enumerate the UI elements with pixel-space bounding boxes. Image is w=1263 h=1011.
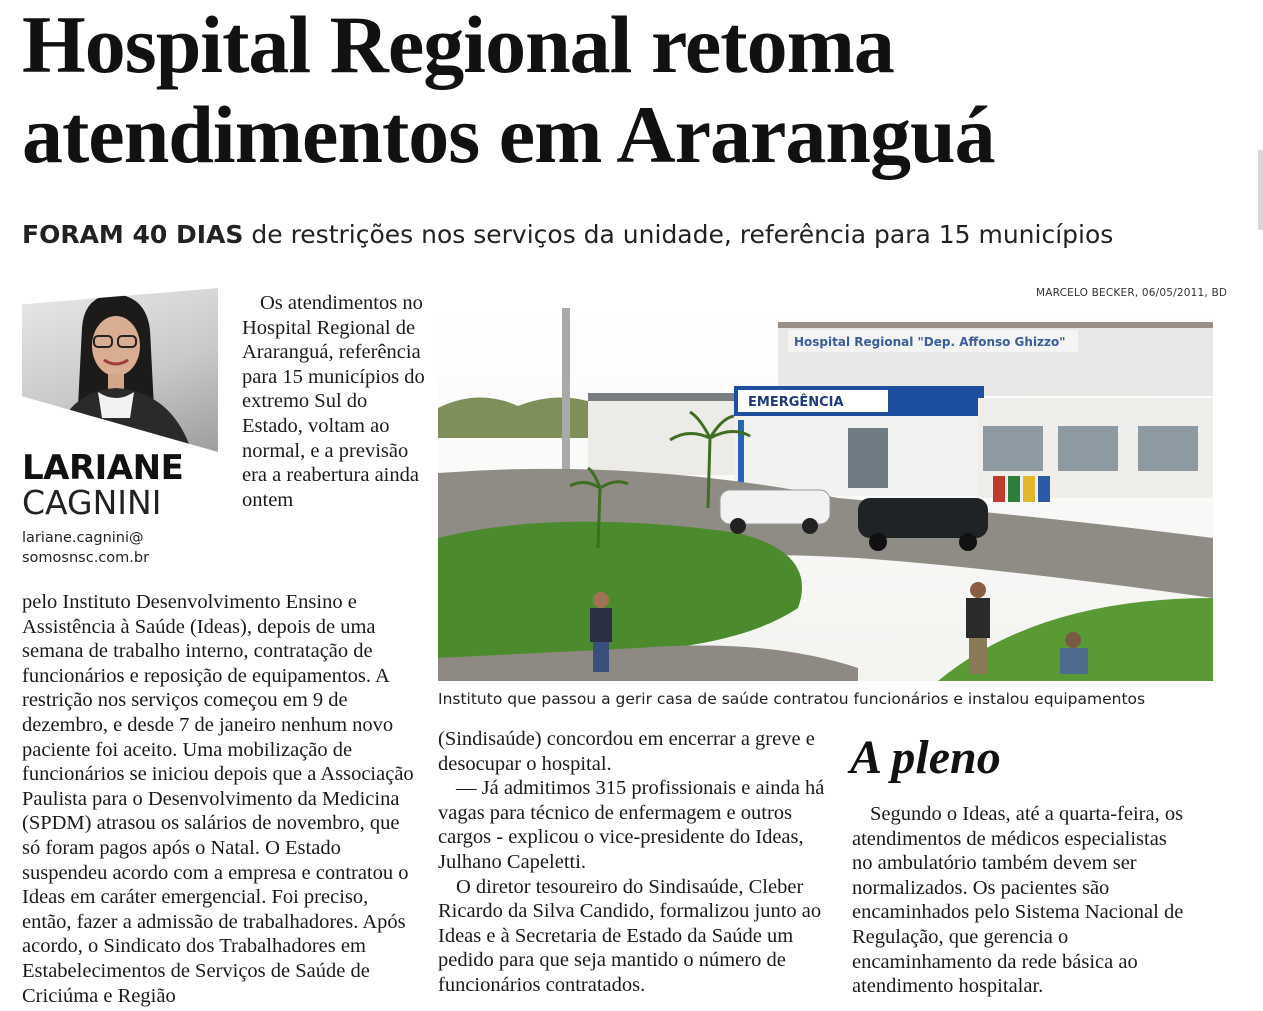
author-email-line2: somosnsc.com.br [22, 550, 150, 566]
author-email [22, 528, 222, 568]
author-portrait-illustration [22, 288, 218, 452]
subheadline [22, 218, 1252, 252]
page-edge-mark [1258, 150, 1263, 230]
author-last-name: CAGNINI [22, 483, 162, 522]
author-first-name: LARIANE [22, 448, 184, 488]
author-photo [22, 288, 218, 452]
hospital-photo [438, 308, 1213, 681]
subheadline-rest: de restrições nos serviços da unidade, referência para 15 municípios [243, 220, 1114, 249]
author-email-line1: lariane.cagnini@ [22, 530, 144, 546]
photo-caption: Instituto que passou a gerir casa de saúde contratou funcionários e instalou equipamentos [438, 690, 1146, 708]
hospital-sign-text: Hospital Regional "Dep. Affonso Ghizzo" [794, 335, 1066, 349]
article-col1-bottom: pelo Instituto Desenvolvimento Ensino e Assistência à Saúde (Ideas), depois de uma semana de trabalho interno, contratação de funcionários e reposição de equipamentos. A restrição nos serviços começou em 9 de dezembro, e desde 7 de janeiro nenhum novo paciente foi aceito. Uma mobilização de funcionários se iniciou depois que a Associação Paulista para o Desenvolvimento da Medicina (SPDM) atrasou os salários de novembro, que só foram pagos após o Natal. O Estado suspendeu acordo com a empresa e contratou o Ideas em caráter emergencial. Foi preciso, então, fazer a admissão de trabalhadores. Após acordo, o Sindicato dos Trabalhadores em Estabelecimentos de Serviços de Saúde de Criciúma e Região [22, 591, 414, 1007]
article-col1-top: Os atendimentos no Hospital Regional de Araranguá, referência para 15 municípios do extremo Sul do Estado, voltam ao normal, e a previsão era a reabertura ainda ontem [242, 292, 425, 511]
article-col3: Segundo o Ideas, até a quarta-feira, os atendimentos de médicos especialistas no ambulatório também devem ser normalizados. Os pacientes são encaminhados pelo Sistema Nacional de Regulação, que gerencia o encaminhamento da rede básica ao atendimento hospitalar. [852, 803, 1184, 998]
article-col2-paragraph-3: O diretor tesoureiro do Sindisaúde, Cleber Ricardo da Silva Candido, formalizou junto ao Ideas e à Secretaria de Estado da Saúde um pedido para que seja mantido o número de funcionários contratados. [438, 875, 822, 996]
hospital-scene-illustration [438, 308, 1213, 681]
article-col2-paragraph-2: — Já admitimos 315 profissionais e ainda há vagas para técnico de enfermagem e outros cargos - explicou o vice-presidente do Ideas, Julhano Capeletti. [438, 777, 825, 873]
photo-credit: MARCELO BECKER, 06/05/2011, BD [1036, 287, 1228, 299]
headline: Hospital Regional retoma atendimentos em Araranguá [22, 0, 995, 180]
article-col2 [438, 727, 833, 998]
emergencia-sign-text: EMERGÊNCIA [748, 395, 844, 410]
section-subtitle: A pleno [850, 731, 1001, 784]
subheadline-lead: FORAM 40 DIAS [22, 220, 244, 249]
article-col2-paragraph-1: (Sindisaúde) concordou em encerrar a greve e desocupar o hospital. [438, 728, 815, 775]
